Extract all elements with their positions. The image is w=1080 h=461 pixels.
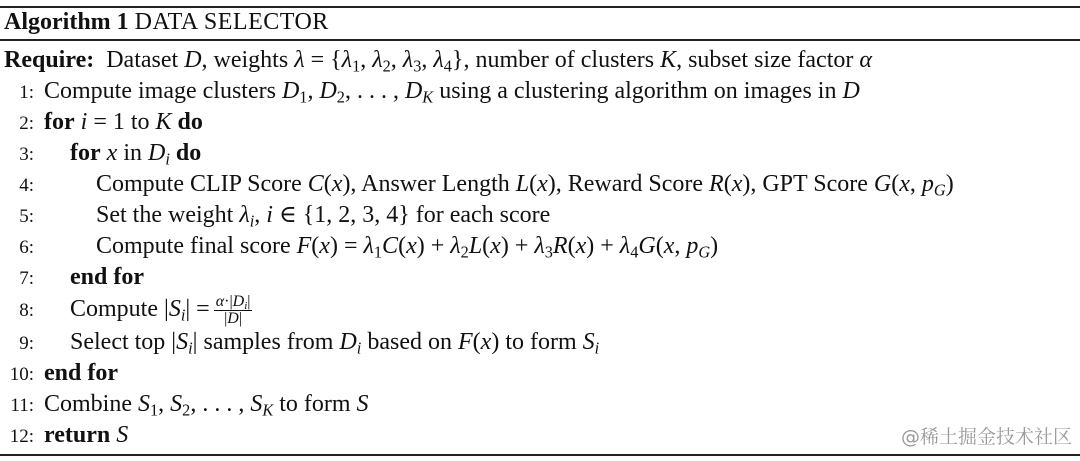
line-text: end for <box>44 360 118 386</box>
algo-line-3 <box>0 138 201 169</box>
require-text: Dataset D, weights $\lambda = \{\lambda_1$, $\lambda_2$, $\lambda_3$, $\lambda_4$}, number of clusters K, subset size factor α <box>100 47 872 76</box>
line-number: 10: <box>9 364 34 385</box>
line-number: 4: <box>19 175 34 196</box>
algo-line-5 <box>0 200 550 231</box>
line-text: return S <box>44 422 129 448</box>
line-text: Compute final score $F(x) = \lambda_1C(x) + \lambda_2L(x) + \lambda_3R(x) + \lambda_4G(x$, $p_G$) <box>96 233 719 262</box>
line-text: Compute CLIP Score C(x), Answer Length L(x), Reward Score R(x), GPT Score G(x, $p_G$) <box>96 171 954 200</box>
algo-line-6 <box>0 231 718 262</box>
algorithm-name: DATA SELECTOR <box>134 9 329 35</box>
line-number: 5: <box>19 206 34 227</box>
line-text: Compute $|S_i|$ = $\frac{\alpha\cdot|D_i|}{|D|}$ <box>70 292 251 327</box>
algo-line-9 <box>0 327 599 358</box>
line-text: for i = 1 to K do <box>44 109 203 135</box>
require-line <box>4 45 872 76</box>
line-text: end for <box>70 264 144 290</box>
line-text: for x in $D_i$ do <box>70 140 202 169</box>
require-label: Require: <box>4 47 95 73</box>
algo-line-12 <box>0 420 128 451</box>
algorithm-title <box>4 6 329 38</box>
algo-line-7 <box>0 262 144 293</box>
line-number: 11: <box>10 395 34 416</box>
title-rule <box>0 39 1080 41</box>
line-number: 12: <box>9 426 34 447</box>
algo-line-8 <box>0 292 256 326</box>
line-number: 8: <box>19 300 34 321</box>
line-number: 9: <box>19 333 34 354</box>
line-text: Set the weight $\lambda_i$, i ∈ {1, 2, 3, 4} for each score <box>96 202 551 231</box>
line-text: Combine $S_1$, $S_2$, . . . , $S_K$ to form S <box>44 391 369 420</box>
line-number: 3: <box>19 144 34 165</box>
algo-line-1 <box>0 76 860 107</box>
algorithm-number: Algorithm 1 <box>4 9 129 35</box>
line-number: 6: <box>19 237 34 258</box>
line-number: 1: <box>19 82 34 103</box>
algo-line-2 <box>0 107 203 138</box>
bottom-rule <box>0 454 1080 456</box>
line-number: 7: <box>19 268 34 289</box>
line-number: 2: <box>19 113 34 134</box>
watermark: @稀土掘金技术社区 <box>900 426 1072 448</box>
algo-line-11 <box>0 389 369 420</box>
line-text: Select top $|S_i|$ samples from $D_i$ based on F(x) to form $S_i$ <box>70 329 600 358</box>
line-text: Compute image clusters $D_1$, $D_2$, . . . , $D_K$ using a clustering algorithm on images in D <box>44 78 860 107</box>
algo-line-10 <box>0 358 118 389</box>
algo-line-4 <box>0 169 954 200</box>
